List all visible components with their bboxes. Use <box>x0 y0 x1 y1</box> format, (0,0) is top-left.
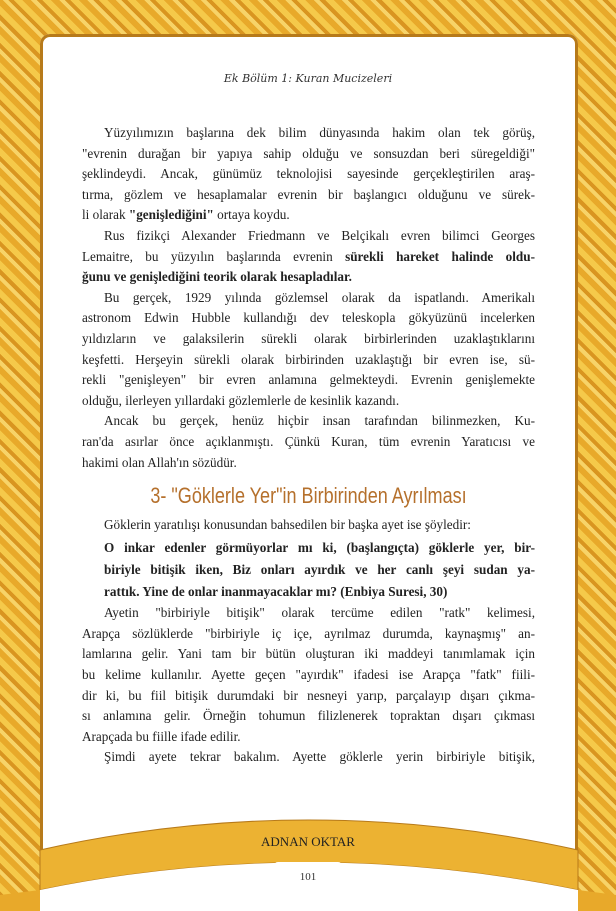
text-line: olduğu, ilerleyen yıllardaki gözlemlerle de kesinlik kazandı. <box>82 392 400 408</box>
text-line: O inkar edenler görmüyorlar mı ki, (başlangıçta) göklerle yer, bir- <box>104 540 535 556</box>
text-line: lamlarına gelir. Yani tam bir bütün oluşturan iki maddeyi tanımlamak için <box>82 646 535 662</box>
text-line: sı anlamına gelir. Örneğin tohumun filizlenerek topraktan dışarı çıkması <box>82 708 535 724</box>
text-run: Lemaitre, bu yüzyılın başlarında evrenin <box>82 248 346 264</box>
text-line: ran'da asırlar önce açıklanmıştı. Çünkü Kuran, tüm evrenin Yaratıcısı ve <box>82 433 535 449</box>
paragraph <box>82 411 535 473</box>
footer-author: ADNAN OKTAR <box>261 834 355 849</box>
body-text <box>82 123 535 768</box>
text-line: keşfetti. Herşeyin sürekli olarak birbirinden uzaklaştığı bir evren ise, sü- <box>82 351 535 367</box>
running-header: Ek Bölüm 1: Kuran Mucizeleri <box>223 72 393 85</box>
verse-quote <box>82 537 535 603</box>
text-line: Şimdi ayete tekrar bakalım. Ayette göklerle yerin birbiriyle bitişik, <box>104 749 535 765</box>
text-line: "evrenin durağan bir yapıya sahip olduğu ve sonsuzdan beri süregeldiği" <box>82 145 535 161</box>
text-line: yıldızların ve galaksilerin sürekli olarak birbirlerinden uzaklaştıklarını <box>82 330 535 346</box>
paragraph <box>82 288 535 412</box>
text-line: Ayetin "birbiriyle bitişik" olarak tercüme edilen "ratk" kelimesi, <box>104 605 535 621</box>
text-line: Arapça sözlüklerde "birbiriyle iç içe, ayrılmaz durumda, kaynaşmış" an- <box>82 625 535 641</box>
text-run: ortaya koydu. <box>213 207 290 223</box>
paragraph <box>82 226 535 288</box>
bold-text: sürekli hareket halinde oldu- <box>345 248 535 264</box>
section-heading: 3- "Göklerle Yer"in Birbirinden Ayrılması <box>150 483 467 509</box>
paragraph <box>82 123 535 226</box>
text-line <box>82 247 535 268</box>
text-line: Rus fizikçi Alexander Friedmann ve Belçikalı evren bilimci Georges <box>104 227 535 243</box>
text-line: dir ki, bu fiil bitişik durumdaki bir nesneyi yarıp, parçalayıp dışarı çıkma- <box>82 687 535 703</box>
text-line: Arapçada bu fiille ifade edilir. <box>82 728 241 744</box>
text-line: hakimi olan Allah'ın sözüdür. <box>82 454 237 470</box>
text-line: tırma, gözlem ve hesaplamalar evrenin bir başlangıcı olduğunu ve sürek- <box>82 186 535 202</box>
text-line: rekli "genişleyen" bir evren anlamına gelmekteydi. Evrenin genişlemekte <box>82 372 535 388</box>
text-line: şeklindeydi. Ancak, günümüz teknolojisi sayesinde gerçekleştirilen araş- <box>82 166 535 182</box>
text-line: biriyle bitişik iken, Biz onları ayırdık ve her canlı şeyi sudan ya- <box>104 562 535 578</box>
bold-text: "genişlediğini" <box>128 207 214 223</box>
text-line: Yüzyılımızın başlarına dek bilim dünyasında hakim olan tek görüş, <box>104 125 535 140</box>
paragraph <box>82 747 535 768</box>
page-number: 101 <box>299 871 317 883</box>
text-line <box>82 205 535 226</box>
text-line: Ancak bu gerçek, henüz hiçbir insan tarafından bilinmezken, Ku- <box>104 413 535 429</box>
text-run: li olarak <box>82 207 129 223</box>
text-line: astronom Edwin Hubble kullandığı dev teleskopla gökyüzünü incelerken <box>82 310 535 326</box>
paragraph <box>82 603 535 747</box>
intro-line: Göklerin yaratılışı konusundan bahsedilen bir başka ayet ise şöyledir: <box>104 516 471 532</box>
text-line: rattık. Yine de onlar inanmayacaklar mı? (Enbiya Suresi, 30) <box>104 584 448 600</box>
text-line: Bu gerçek, 1929 yılında gözlemsel olarak da ispatlandı. Amerikalı <box>104 289 535 305</box>
text-line: ğunu ve genişlediğini teorik olarak hesapladılar. <box>82 269 352 285</box>
text-line: bu kelime kullanılır. Ayette geçen "ayırdık" ifadesi ise Arapça "fatk" fiili- <box>82 667 535 683</box>
